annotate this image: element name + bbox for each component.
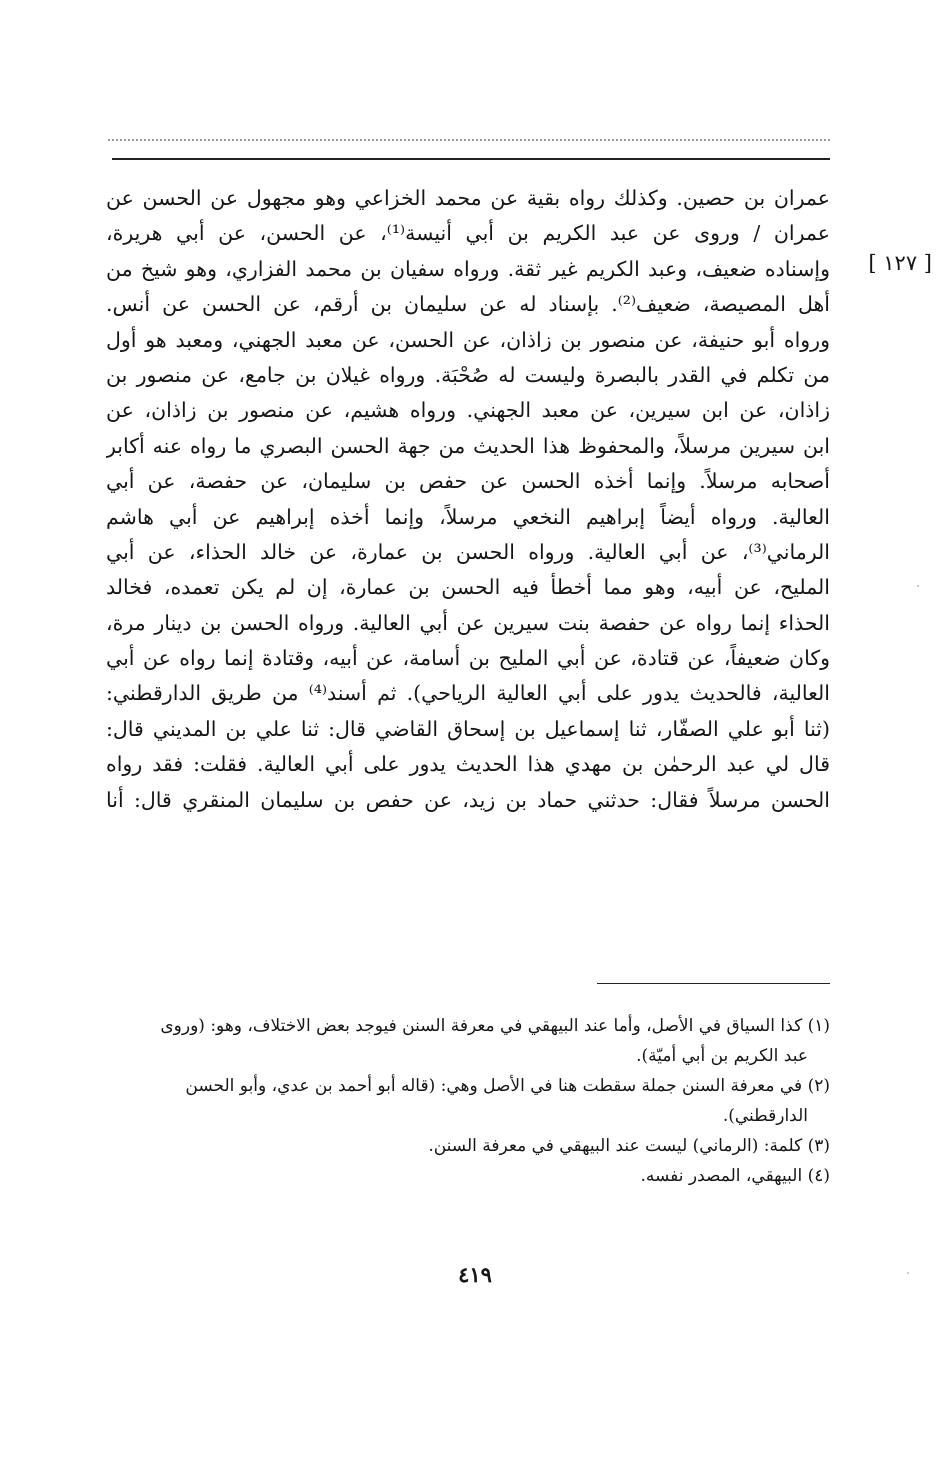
text-line: وإسناده ضعيف، وعبد الكريم غير ثقة. ورواه سفيان بن محمد الفزاري، وهو شيخ من: [106, 256, 830, 281]
page-number: ٤١٩: [458, 1262, 492, 1287]
margin-reference-number: [ ١٢٧ ]: [868, 251, 932, 275]
text-line: وكان ضعيفاً، عن قتادة، عن أبي المليح بن أسامة، عن أبيه، وقتادة إنما رواه عن أبي: [106, 646, 830, 671]
text-line: من تكلم في القدر بالبصرة وليست له صُحْبَة. ورواه غيلان بن جامع، عن منصور بن: [106, 362, 830, 387]
text-line: الرماني⁽³⁾، عن أبي العالية. ورواه الحسن بن عمارة، عن خالد الحذاء، عن أبي: [106, 539, 830, 564]
text-line: عمران / وروى عن عبد الكريم بن أبي أنيسة⁽¹⁾، عن الحسن، عن أبي هريرة،: [106, 221, 830, 246]
scan-speck: [917, 585, 919, 587]
main-text: [106, 181, 830, 818]
text-line: الحسن مرسلاً فقال: حدثني حماد بن زيد، عن حفص بن سليمان المنقري قال: أنا: [106, 787, 830, 812]
footnote-line: (١) كذا السياق في الأصل، وأما عند البيهقي في معرفة السنن فيوجد بعض الاختلاف، وهو: (وروى: [160, 1016, 830, 1036]
text-line: المليح، عن أبيه، وهو مما أخطأ فيه الحسن بن عمارة، إن لم يكن تعمده، فخالد: [106, 575, 830, 600]
text-line: ابن سيرين مرسلاً، والمحفوظ هذا الحديث من جهة الحسن البصري ما رواه عنه أكابر: [106, 433, 830, 458]
footnotes: [106, 1011, 830, 1191]
footnote-separator: [597, 983, 830, 984]
scan-speck: [907, 1272, 909, 1274]
footnote-line: عبد الكريم بن أبي أميّة).: [636, 1046, 808, 1066]
text-line: زاذان، عن ابن سيرين، عن معبد الجهني. ورواه هشيم، عن منصور بن زاذان، عن: [106, 398, 830, 423]
text-line: العالية. ورواه أيضاً إبراهيم النخعي مرسلاً، وإنما أخذه إبراهيم عن أبي هاشم: [106, 504, 830, 529]
header-dotted-rule: [108, 139, 830, 141]
text-line: قال لي عبد الرحمٰن بن مهدي هذا الحديث يدور على أبي العالية. فقلت: فقد رواه: [106, 752, 830, 777]
text-line: أهل المصيصة، ضعيف⁽²⁾. بإسناد له عن سليمان بن أرقم، عن الحسن عن أنس.: [106, 292, 830, 317]
text-line: ورواه أبو حنيفة، عن منصور بن زاذان، عن الحسن، عن معبد الجهني، ومعبد هو أول: [106, 327, 830, 352]
footnote-line: (٤) البيهقي، المصدر نفسه.: [640, 1166, 830, 1186]
footnote-line: الدارقطني).: [722, 1106, 808, 1126]
footnote-line: (٣) كلمة: (الرماني) ليست عند البيهقي في معرفة السنن.: [428, 1136, 830, 1156]
text-line: الحذاء إنما رواه عن حفصة بنت سيرين عن أبي العالية. ورواه الحسن بن دينار مرة،: [106, 610, 830, 635]
text-line: عمران بن حصين. وكذلك رواه بقية عن محمد الخزاعي وهو مجهول عن الحسن عن: [106, 186, 830, 210]
header-rule: [112, 158, 830, 160]
footnote-line: (٢) في معرفة السنن جملة سقطت هنا في الأصل وهي: (قاله أبو أحمد بن عدي، وأبو الحسن: [185, 1076, 830, 1096]
text-line: (ثنا أبو علي الصفّار، ثنا إسماعيل بن إسحاق القاضي قال: ثنا علي بن المديني قال:: [106, 716, 830, 741]
text-line: أصحابه مرسلاً. وإنما أخذه الحسن عن حفص بن سليمان، عن حفصة، عن أبي: [106, 469, 830, 494]
text-line: العالية، فالحديث يدور على أبي العالية الرياحي). ثم أسند⁽⁴⁾ من طريق الدارقطني:: [106, 681, 830, 706]
